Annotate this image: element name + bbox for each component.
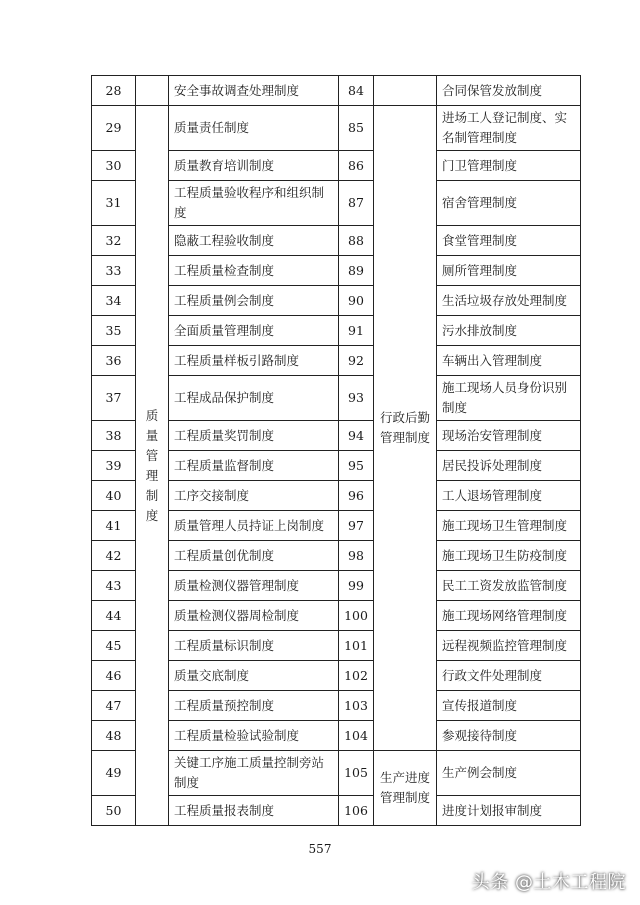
row-number: 39 — [92, 451, 136, 481]
row-number: 29 — [92, 106, 136, 151]
regulation-name: 工程成品保护制度 — [169, 376, 339, 421]
regulation-name: 宣传报道制度 — [437, 691, 581, 721]
row-number: 88 — [339, 226, 374, 256]
regulation-name: 工程质量创优制度 — [169, 541, 339, 571]
row-number: 85 — [339, 106, 374, 151]
row-number: 86 — [339, 151, 374, 181]
row-number: 95 — [339, 451, 374, 481]
row-number: 106 — [339, 796, 374, 826]
category-cell-empty — [136, 76, 169, 106]
category-quality-management: 质量管理制度 — [136, 106, 169, 826]
regulation-name: 进度计划报审制度 — [437, 796, 581, 826]
regulation-name: 工程质量检验试验制度 — [169, 721, 339, 751]
row-number: 41 — [92, 511, 136, 541]
regulation-name: 工程质量报表制度 — [169, 796, 339, 826]
regulation-name: 质量交底制度 — [169, 661, 339, 691]
regulations-table — [91, 75, 581, 826]
row-number: 37 — [92, 376, 136, 421]
regulation-name: 关键工序施工质量控制旁站制度 — [169, 751, 339, 796]
row-number: 44 — [92, 601, 136, 631]
regulation-name: 远程视频监控管理制度 — [437, 631, 581, 661]
row-number: 28 — [92, 76, 136, 106]
row-number: 91 — [339, 316, 374, 346]
row-number: 90 — [339, 286, 374, 316]
row-number: 30 — [92, 151, 136, 181]
row-number: 84 — [339, 76, 374, 106]
regulation-name: 工程质量奖罚制度 — [169, 421, 339, 451]
regulation-name: 民工工资发放监管制度 — [437, 571, 581, 601]
row-number: 98 — [339, 541, 374, 571]
row-number: 47 — [92, 691, 136, 721]
row-number: 104 — [339, 721, 374, 751]
row-number: 105 — [339, 751, 374, 796]
row-number: 34 — [92, 286, 136, 316]
regulation-name: 质量责任制度 — [169, 106, 339, 151]
regulation-name: 施工现场网络管理制度 — [437, 601, 581, 631]
watermark: 头条 @土木工程院 — [471, 872, 626, 893]
regulation-name: 工程质量样板引路制度 — [169, 346, 339, 376]
row-number: 35 — [92, 316, 136, 346]
regulation-name: 工程质量例会制度 — [169, 286, 339, 316]
regulation-name: 工程质量预控制度 — [169, 691, 339, 721]
regulation-name: 隐蔽工程验收制度 — [169, 226, 339, 256]
row-number: 92 — [339, 346, 374, 376]
regulation-name: 质量管理人员持证上岗制度 — [169, 511, 339, 541]
regulation-name: 车辆出入管理制度 — [437, 346, 581, 376]
row-number: 40 — [92, 481, 136, 511]
table-row — [92, 76, 581, 106]
regulation-name: 质量检测仪器管理制度 — [169, 571, 339, 601]
row-number: 94 — [339, 421, 374, 451]
regulation-name: 宿舍管理制度 — [437, 181, 581, 226]
regulation-name: 工人退场管理制度 — [437, 481, 581, 511]
regulation-name: 合同保管发放制度 — [437, 76, 581, 106]
row-number: 42 — [92, 541, 136, 571]
regulation-name: 参观接待制度 — [437, 721, 581, 751]
row-number: 99 — [339, 571, 374, 601]
regulation-name: 施工现场卫生管理制度 — [437, 511, 581, 541]
row-number: 101 — [339, 631, 374, 661]
regulation-name: 现场治安管理制度 — [437, 421, 581, 451]
row-number: 33 — [92, 256, 136, 286]
row-number: 50 — [92, 796, 136, 826]
row-number: 32 — [92, 226, 136, 256]
regulation-name: 安全事故调查处理制度 — [169, 76, 339, 106]
row-number: 36 — [92, 346, 136, 376]
row-number: 89 — [339, 256, 374, 286]
row-number: 93 — [339, 376, 374, 421]
regulation-name: 工程质量监督制度 — [169, 451, 339, 481]
regulation-name: 工程质量检查制度 — [169, 256, 339, 286]
regulation-name: 施工现场卫生防疫制度 — [437, 541, 581, 571]
regulation-name: 生活垃圾存放处理制度 — [437, 286, 581, 316]
regulation-name: 生产例会制度 — [437, 751, 581, 796]
regulation-name: 质量检测仪器周检制度 — [169, 601, 339, 631]
category-admin-logistics-management: 行政后勤管理制度 — [374, 106, 437, 751]
regulation-name: 质量教育培训制度 — [169, 151, 339, 181]
regulation-name: 进场工人登记制度、实名制管理制度 — [437, 106, 581, 151]
row-number: 31 — [92, 181, 136, 226]
row-number: 103 — [339, 691, 374, 721]
regulation-name: 门卫管理制度 — [437, 151, 581, 181]
table-row — [92, 106, 581, 151]
regulation-name: 施工现场人员身份识别制度 — [437, 376, 581, 421]
regulation-name: 厕所管理制度 — [437, 256, 581, 286]
regulation-name: 全面质量管理制度 — [169, 316, 339, 346]
row-number: 100 — [339, 601, 374, 631]
row-number: 43 — [92, 571, 136, 601]
regulation-name: 工程质量标识制度 — [169, 631, 339, 661]
row-number: 87 — [339, 181, 374, 226]
regulation-name: 工程质量验收程序和组织制度 — [169, 181, 339, 226]
page-number: 557 — [308, 842, 332, 856]
regulation-name: 行政文件处理制度 — [437, 661, 581, 691]
category-cell-empty — [374, 76, 437, 106]
row-number: 49 — [92, 751, 136, 796]
row-number: 48 — [92, 721, 136, 751]
row-number: 96 — [339, 481, 374, 511]
regulation-name: 工序交接制度 — [169, 481, 339, 511]
row-number: 45 — [92, 631, 136, 661]
row-number: 97 — [339, 511, 374, 541]
row-number: 38 — [92, 421, 136, 451]
row-number: 46 — [92, 661, 136, 691]
regulation-name: 居民投诉处理制度 — [437, 451, 581, 481]
category-progress-management: 生产进度管理制度 — [374, 751, 437, 826]
row-number: 102 — [339, 661, 374, 691]
regulation-name: 食堂管理制度 — [437, 226, 581, 256]
regulation-name: 污水排放制度 — [437, 316, 581, 346]
